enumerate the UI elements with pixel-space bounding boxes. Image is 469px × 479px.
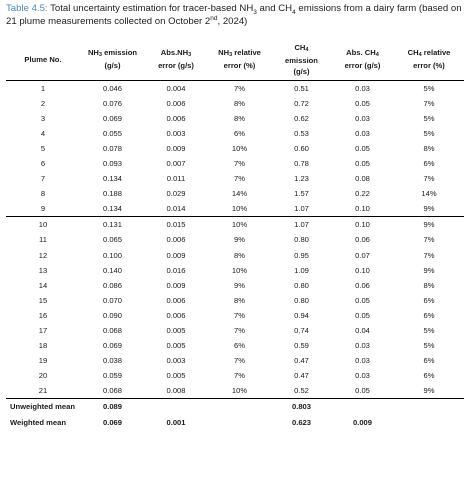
- plume-no-cell: 13: [38, 265, 48, 275]
- header-label: CH: [294, 42, 306, 52]
- abs-nh3-error-cell: 0.011: [166, 174, 186, 184]
- plume-no-cell: 2: [40, 99, 46, 109]
- ch4-emission-cell: 0.51: [294, 84, 309, 94]
- empty-cell: [331, 398, 394, 415]
- ch4-relative-error-cell: 9%: [394, 201, 464, 217]
- nh3-emission-cell: 0.069: [102, 114, 122, 124]
- table-row: [6, 171, 464, 186]
- nh3-relative-error-cell: 10%: [231, 265, 248, 275]
- nh3-relative-error-cell: 7%: [234, 159, 245, 169]
- abs-nh3-error-cell: 0.003: [166, 129, 186, 139]
- header-label: NH: [218, 48, 230, 57]
- ch4-relative-error-cell: 9%: [423, 265, 435, 275]
- table-row: [6, 323, 464, 338]
- ch4-relative-error-cell: 9%: [423, 385, 435, 395]
- ch4-emission-cell: 0.59: [294, 340, 309, 350]
- table-row: [6, 248, 464, 263]
- empty-cell: [394, 415, 464, 431]
- ch4-relative-error-cell: 5%: [423, 340, 435, 350]
- nh3-relative-error-cell: 9%: [234, 280, 245, 290]
- header-plume-no: [6, 38, 80, 81]
- header-label: NH: [87, 48, 99, 57]
- abs-ch4-error-cell: 0.05: [355, 144, 370, 154]
- table-header: [6, 38, 464, 81]
- nh3-relative-error-cell: 10%: [207, 201, 272, 217]
- nh3-emission-cell: 0.093: [102, 159, 122, 169]
- abs-nh3-error-cell: 0.007: [166, 159, 186, 169]
- nh3-relative-error-cell: 8%: [234, 295, 245, 305]
- plume-no-cell: 17: [38, 325, 48, 335]
- nh3-relative-error-cell: 8%: [234, 114, 245, 124]
- nh3-relative-error-cell: 6%: [234, 340, 245, 350]
- abs-ch4-error-cell: 0.10: [355, 265, 370, 275]
- nh3-emission-cell: 0.140: [102, 265, 122, 275]
- table-row: [6, 217, 464, 233]
- table-row: [6, 263, 464, 278]
- abs-nh3-error-cell: 0.014: [145, 201, 207, 217]
- ch4-relative-error-cell: 8%: [423, 280, 435, 290]
- ch4-relative-error-cell: 6%: [423, 159, 435, 169]
- ch4-relative-error-cell: 7%: [423, 250, 435, 260]
- abs-ch4-error-cell: 0.03: [355, 355, 370, 365]
- ch4-relative-error-cell: 6%: [423, 310, 435, 320]
- nh3-emission-cell: 0.134: [80, 201, 145, 217]
- abs-ch4-error-cell: 0.05: [355, 385, 370, 395]
- plume-no-cell: 14: [38, 280, 48, 290]
- ch4-emission-cell: 0.74: [294, 325, 309, 335]
- abs-ch4-error-cell: 0.05: [355, 99, 370, 109]
- table-row: [6, 232, 464, 247]
- header-ch4-relative-error: [394, 38, 464, 81]
- table-row: [6, 96, 464, 111]
- ch4-relative-error-cell: 8%: [423, 144, 435, 154]
- abs-nh3-error-cell: 0.005: [166, 370, 186, 380]
- nh3-emission-cell: 0.086: [102, 280, 122, 290]
- abs-nh3-error-cell: 0.009: [166, 250, 186, 260]
- caption-label: Table 4.5:: [6, 3, 48, 14]
- header-unit: error (g/s): [344, 61, 381, 70]
- abs-ch4-error-cell: 0.06: [355, 235, 370, 245]
- ch4-emission-cell: 1.07: [272, 201, 331, 217]
- nh3-relative-error-cell: 7%: [234, 325, 245, 335]
- abs-ch4-error-cell: 0.05: [355, 295, 370, 305]
- plume-no-cell: 4: [40, 129, 46, 139]
- header-label: Abs.NH: [160, 48, 189, 57]
- header-unit: error (g/s): [158, 61, 194, 70]
- nh3-relative-error-cell: 7%: [234, 174, 245, 184]
- header-unit: error (%): [223, 61, 256, 70]
- plume-no-cell: 12: [38, 250, 48, 260]
- table-summary: [6, 398, 464, 431]
- table-row: [6, 338, 464, 353]
- weighted-mean-ch4: 0.623: [291, 418, 311, 428]
- plume-no-cell: 5: [40, 144, 46, 154]
- table-row: [6, 383, 464, 399]
- header-ch4-emission: [272, 38, 331, 81]
- abs-nh3-error-cell: 0.006: [166, 295, 186, 305]
- ch4-emission-cell: 0.52: [294, 385, 309, 395]
- table-row: [6, 201, 464, 217]
- abs-ch4-error-cell: 0.03: [355, 84, 370, 94]
- ch4-emission-cell: 0.80: [294, 295, 309, 305]
- ch4-emission-cell: 0.60: [294, 144, 309, 154]
- nh3-emission-cell: 0.100: [102, 250, 122, 260]
- nh3-relative-error-cell: 10%: [231, 220, 248, 230]
- nh3-relative-error-cell: 10%: [231, 144, 248, 154]
- abs-nh3-error-cell: 0.005: [166, 325, 186, 335]
- abs-ch4-error-cell: 0.10: [355, 220, 370, 230]
- abs-nh3-error-cell: 0.006: [166, 310, 186, 320]
- abs-nh3-error-cell: 0.006: [166, 114, 186, 124]
- abs-nh3-error-cell: 0.005: [166, 340, 186, 350]
- nh3-emission-cell: 0.068: [102, 325, 122, 335]
- abs-ch4-error-cell: 0.22: [355, 189, 370, 199]
- caption-text: and CH: [256, 3, 293, 14]
- header-sub: 3: [229, 52, 233, 58]
- empty-cell: [207, 398, 272, 415]
- nh3-emission-cell: 0.090: [102, 310, 122, 320]
- nh3-emission-cell: 0.046: [102, 84, 122, 94]
- ch4-relative-error-cell: 6%: [423, 355, 435, 365]
- header-sub: 3: [98, 52, 103, 58]
- table-body: [6, 81, 464, 399]
- abs-ch4-error-cell: 0.05: [355, 310, 370, 320]
- caption-text: Total uncertainty estimation for tracer-based NH: [47, 3, 254, 14]
- abs-nh3-error-cell: 0.009: [166, 144, 186, 154]
- ch4-relative-error-cell: 6%: [423, 295, 435, 305]
- nh3-relative-error-cell: 10%: [231, 385, 248, 395]
- weighted-mean-abs-nh3: 0.001: [166, 418, 186, 428]
- table-row: [6, 156, 464, 171]
- nh3-emission-cell: 0.068: [102, 385, 122, 395]
- abs-nh3-error-cell: 0.029: [166, 189, 186, 199]
- weighted-mean-label: Weighted mean: [10, 418, 66, 428]
- ch4-emission-cell: 1.23: [294, 174, 309, 184]
- empty-cell: [394, 398, 464, 415]
- ch4-emission-cell: 1.09: [294, 265, 309, 275]
- abs-ch4-error-cell: 0.06: [355, 280, 370, 290]
- nh3-relative-error-cell: 8%: [234, 99, 245, 109]
- ch4-emission-cell: 0.53: [294, 129, 309, 139]
- nh3-relative-error-cell: 7%: [234, 84, 245, 94]
- unweighted-mean-ch4: 0.803: [272, 398, 331, 415]
- nh3-relative-error-cell: 6%: [234, 129, 245, 139]
- plume-no-cell: 6: [40, 159, 46, 169]
- table-row: [6, 186, 464, 201]
- abs-ch4-error-cell: 0.03: [355, 340, 370, 350]
- abs-ch4-error-cell: 0.03: [355, 370, 370, 380]
- nh3-emission-cell: 0.059: [102, 370, 122, 380]
- header-nh3-relative-error: [207, 38, 272, 81]
- header-sub: 4: [375, 52, 379, 58]
- ch4-relative-error-cell: 14%: [421, 189, 437, 199]
- abs-ch4-error-cell: 0.03: [355, 114, 370, 124]
- caption-sup: nd: [210, 14, 218, 22]
- abs-nh3-error-cell: 0.003: [166, 355, 186, 365]
- header-label: relative: [421, 48, 451, 57]
- nh3-emission-cell: 0.134: [102, 174, 122, 184]
- nh3-emission-cell: 0.131: [102, 220, 122, 230]
- plume-no-cell: 1: [40, 84, 46, 94]
- abs-nh3-error-cell: 0.009: [166, 280, 186, 290]
- nh3-emission-cell: 0.065: [102, 235, 122, 245]
- table-row: [6, 126, 464, 141]
- plume-no-cell: 7: [40, 174, 46, 184]
- ch4-relative-error-cell: 7%: [423, 235, 435, 245]
- unweighted-mean-nh3: 0.089: [80, 398, 145, 415]
- abs-nh3-error-cell: 0.016: [166, 265, 186, 275]
- ch4-relative-error-cell: 7%: [423, 99, 435, 109]
- abs-ch4-error-cell: 0.07: [355, 250, 370, 260]
- unweighted-mean-label: Unweighted mean: [6, 398, 80, 415]
- unweighted-mean-row: [6, 398, 464, 415]
- header-nh3-emission: [80, 38, 145, 81]
- table-row: [6, 278, 464, 293]
- ch4-relative-error-cell: 9%: [423, 220, 435, 230]
- ch4-emission-cell: 1.07: [294, 220, 309, 230]
- plume-no-cell: 20: [38, 370, 48, 380]
- header-label: relative: [232, 48, 261, 57]
- ch4-emission-cell: 0.47: [294, 355, 309, 365]
- ch4-emission-cell: 1.57: [294, 189, 309, 199]
- ch4-emission-cell: 0.94: [294, 310, 309, 320]
- plume-no-cell: 21: [38, 385, 48, 395]
- ch4-emission-cell: 0.80: [294, 235, 309, 245]
- header-unit: (g/s): [293, 66, 310, 76]
- ch4-emission-cell: 0.47: [294, 370, 309, 380]
- header-abs-ch4-error: [331, 38, 394, 81]
- weighted-mean-nh3: 0.069: [102, 418, 122, 428]
- table-row: [6, 368, 464, 383]
- caption-sub: 4: [292, 8, 296, 16]
- header-label: Abs. CH: [346, 48, 376, 57]
- header-unit: error (%): [413, 61, 445, 70]
- ch4-relative-error-cell: 6%: [423, 370, 435, 380]
- table-row: [6, 353, 464, 368]
- plume-no-cell: 19: [38, 355, 48, 365]
- header-label: emission: [285, 55, 318, 65]
- nh3-emission-cell: 0.070: [102, 295, 122, 305]
- plume-no-cell: 9: [6, 201, 80, 217]
- abs-ch4-error-cell: 0.04: [355, 325, 370, 335]
- plume-no-cell: 8: [40, 189, 46, 199]
- caption-text: , 2024): [217, 15, 248, 27]
- ch4-relative-error-cell: 5%: [423, 325, 435, 335]
- header-sub: 4: [305, 46, 309, 53]
- plume-no-cell: 15: [38, 295, 48, 305]
- plume-no-cell: 16: [38, 310, 48, 320]
- nh3-emission-cell: 0.078: [102, 144, 122, 154]
- header-abs-nh3-error: [145, 38, 207, 81]
- header-label: CH: [407, 48, 419, 57]
- nh3-emission-cell: 0.055: [102, 129, 122, 139]
- table-row: [6, 293, 464, 308]
- nh3-relative-error-cell: 7%: [234, 355, 245, 365]
- nh3-emission-cell: 0.076: [102, 99, 122, 109]
- nh3-relative-error-cell: 7%: [234, 370, 245, 380]
- plume-no-cell: 18: [38, 340, 48, 350]
- abs-nh3-error-cell: 0.004: [166, 84, 186, 94]
- nh3-emission-cell: 0.038: [102, 355, 122, 365]
- plume-no-cell: 11: [39, 235, 47, 245]
- ch4-emission-cell: 0.78: [294, 159, 309, 169]
- nh3-relative-error-cell: 9%: [234, 235, 245, 245]
- empty-cell: [145, 398, 207, 415]
- ch4-emission-cell: 0.80: [294, 280, 309, 290]
- abs-nh3-error-cell: 0.006: [166, 235, 186, 245]
- ch4-emission-cell: 0.62: [294, 114, 309, 124]
- ch4-relative-error-cell: 5%: [423, 114, 435, 124]
- caption-sub: 3: [253, 8, 257, 16]
- plume-no-cell: 3: [40, 114, 46, 124]
- nh3-relative-error-cell: 8%: [234, 250, 245, 260]
- ch4-relative-error-cell: 5%: [423, 129, 435, 139]
- abs-ch4-error-cell: 0.08: [355, 174, 370, 184]
- abs-nh3-error-cell: 0.006: [166, 99, 186, 109]
- weighted-mean-abs-ch4: 0.009: [352, 418, 372, 428]
- ch4-relative-error-cell: 7%: [423, 174, 435, 184]
- table-caption: [6, 3, 464, 28]
- header-unit: (g/s): [104, 61, 121, 70]
- abs-nh3-error-cell: 0.015: [166, 220, 186, 230]
- nh3-relative-error-cell: 7%: [234, 310, 245, 320]
- table-row: [6, 308, 464, 323]
- nh3-emission-cell: 0.069: [102, 340, 122, 350]
- weighted-mean-row: [6, 415, 464, 431]
- plume-no-cell: 10: [38, 220, 48, 230]
- header-sub: 3: [188, 52, 192, 58]
- table-row: [6, 81, 464, 97]
- empty-cell: [207, 415, 272, 431]
- table-row: [6, 111, 464, 126]
- abs-ch4-error-cell: 0.10: [331, 201, 394, 217]
- header-sub: 4: [418, 52, 422, 58]
- ch4-emission-cell: 0.72: [294, 99, 309, 109]
- header-label: emission: [102, 48, 138, 57]
- table-row: [6, 141, 464, 156]
- caption-text: emissions from a dairy farm (based on 21 plume measurements collected on October 2: [6, 3, 462, 27]
- ch4-emission-cell: 0.95: [294, 250, 309, 260]
- abs-ch4-error-cell: 0.05: [355, 159, 370, 169]
- header-label: Plume No.: [24, 54, 62, 64]
- nh3-relative-error-cell: 14%: [231, 189, 248, 199]
- abs-ch4-error-cell: 0.03: [355, 129, 370, 139]
- nh3-emission-cell: 0.188: [102, 189, 122, 199]
- abs-nh3-error-cell: 0.008: [166, 385, 186, 395]
- uncertainty-table: [6, 38, 464, 431]
- ch4-relative-error-cell: 5%: [423, 84, 435, 94]
